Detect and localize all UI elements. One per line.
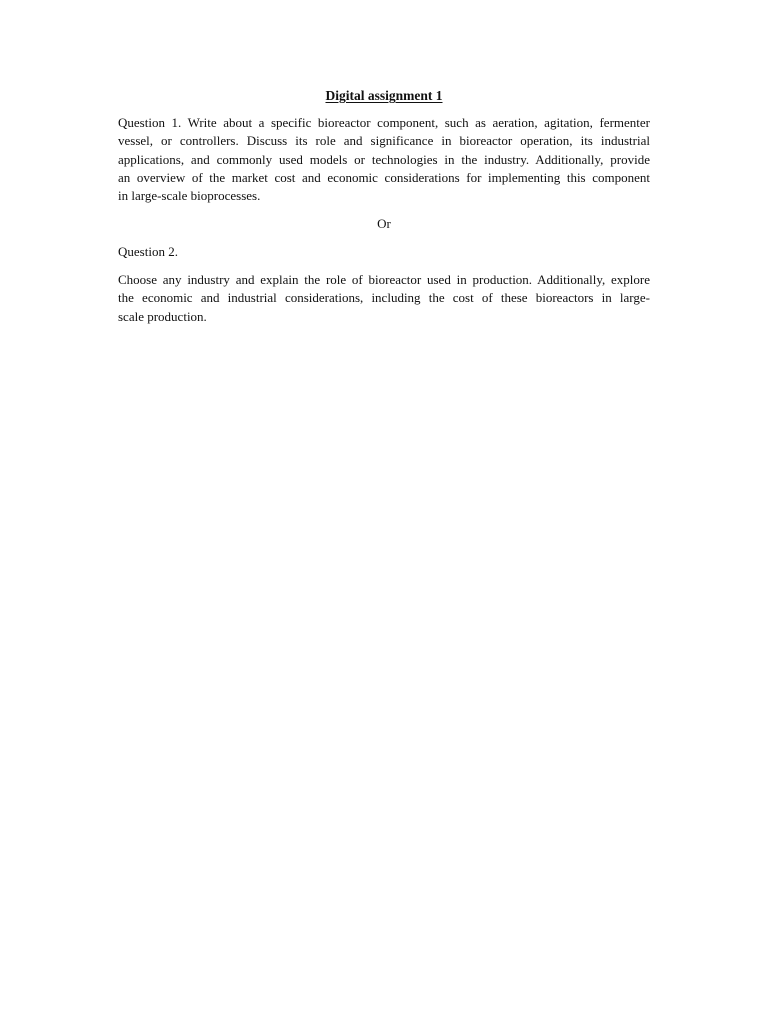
question-2-heading: Question 2. [118, 244, 178, 259]
document-title: Digital assignment 1 [325, 88, 443, 103]
question-2-paragraph [118, 271, 650, 326]
question-2-line: Choose any industry and explain the role of bioreactor used in production. Additionally, explore [118, 272, 650, 287]
question-1-line: applications, and commonly used models or technologies in the industry. Additionally, provide [118, 151, 650, 167]
question-2-line: scale production. [118, 308, 207, 324]
question-1-line: vessel, or controllers. Discuss its role and significance in bioreactor operation, its industrial [118, 133, 650, 149]
question-1-paragraph [118, 114, 650, 205]
separator-or: Or [377, 216, 391, 231]
question-1-line: Question 1. Write about a specific bioreactor component, such as aeration, agitation, fermenter [118, 115, 650, 130]
question-2-line: the economic and industrial considerations, including the cost of these bioreactors in large- [118, 290, 650, 306]
question-1-line: an overview of the market cost and economic considerations for implementing this component [118, 169, 650, 185]
question-1-line: in large-scale bioprocesses. [118, 188, 261, 204]
